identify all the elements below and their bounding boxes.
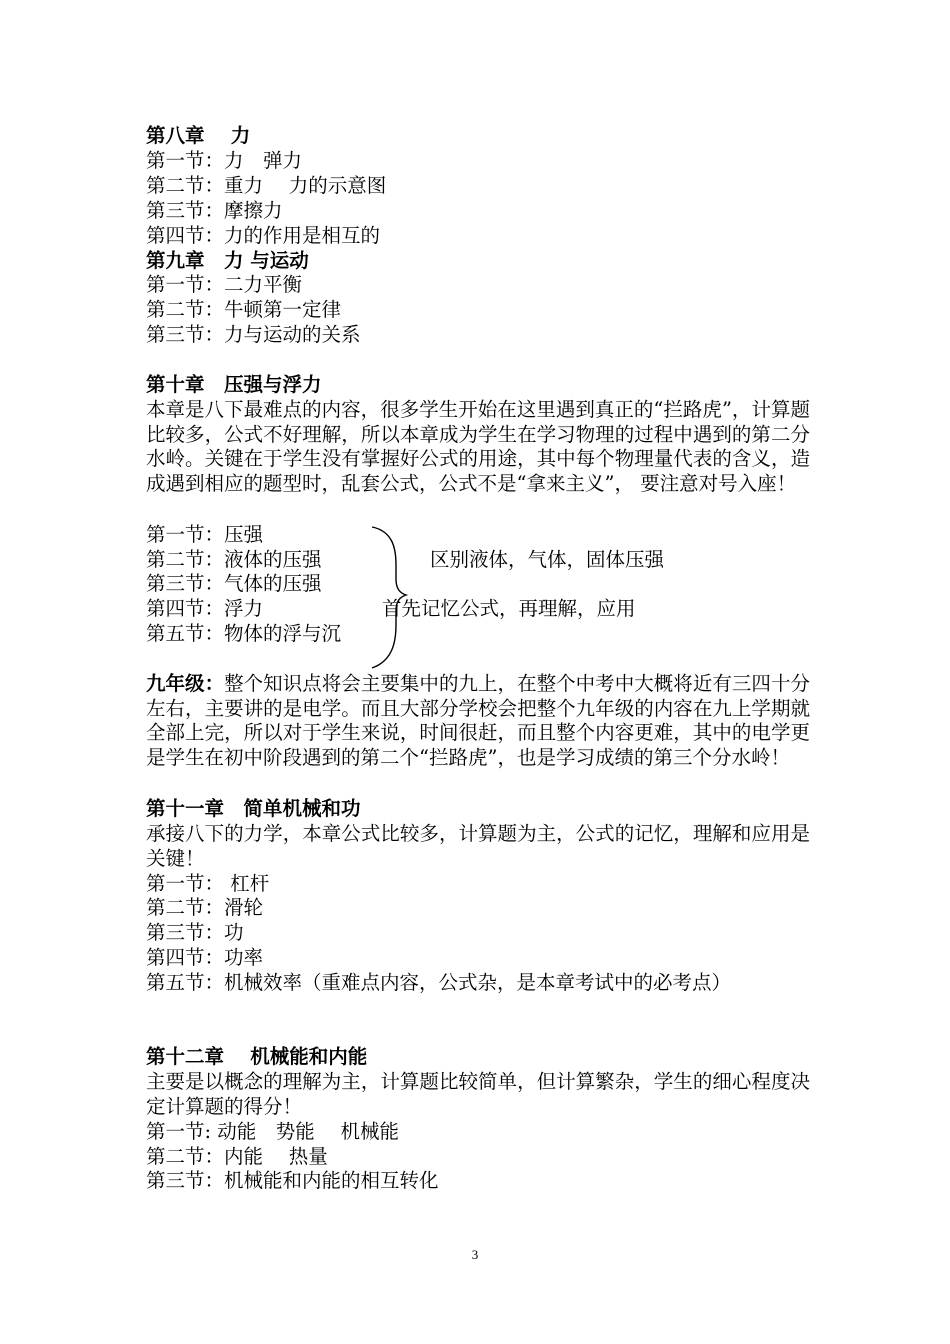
ch11-section-4: 第四节：功率 (146, 946, 264, 969)
page-number: 3 (471, 1247, 479, 1262)
grade9-text: 整个知识点将会主要集中的九上，在整个中考中大概将近有三四十分左右，主要讲的是电学。而且大部分学校会把整个九年级的内容在九上学期就全部上完，所以对于学生来说，时间很赶，而且整个内容更难，其中的电学更是学生在初中阶段遇到的第二个“拦路虎”，也是学习成绩的第三个分水岭！ (146, 672, 810, 769)
chapter-10-title: 第十章 压强与浮力 (146, 373, 322, 396)
chapter-12-title: 第十二章 机械能和内能 (146, 1045, 368, 1068)
grade9-label: 九年级： (146, 672, 225, 695)
ch10-section-1: 第一节：压强 (146, 523, 264, 546)
ch10-section-3: 第三节：气体的压强 (146, 572, 322, 595)
chapter-8-title: 第八章 力 (146, 124, 251, 147)
chapter-9-title: 第九章 力 与运动 (146, 249, 309, 272)
ch10-section-4: 第四节：浮力 (146, 597, 264, 620)
ch10-note-formula: 首先记忆公式，再理解，应用 (382, 597, 636, 620)
ch11-section-5: 第五节：机械效率（重难点内容，公式杂，是本章考试中的必考点） (146, 971, 732, 994)
ch11-section-3: 第三节：功 (146, 921, 244, 944)
ch8-section-3: 第三节：摩擦力 (146, 199, 283, 222)
ch12-section-3: 第三节：机械能和内能的相互转化 (146, 1169, 439, 1192)
ch11-section-2: 第二节：滑轮 (146, 896, 264, 919)
ch9-section-3: 第三节：力与运动的关系 (146, 323, 361, 346)
ch9-section-1: 第一节：二力平衡 (146, 273, 303, 296)
ch8-section-2: 第二节：重力 力的示意图 (146, 174, 387, 197)
ch9-section-2: 第二节：牛顿第一定律 (146, 298, 342, 321)
ch10-note-pressure: 区别液体，气体，固体压强 (430, 548, 665, 571)
grade9-paragraph (146, 672, 810, 770)
ch11-section-1: 第一节： 杠杆 (146, 872, 270, 895)
ch10-section-2: 第二节：液体的压强 (146, 548, 322, 571)
ch12-section-2: 第二节：内能 热量 (146, 1145, 328, 1168)
ch8-section-1: 第一节：力 弹力 (146, 149, 303, 172)
chapter-11-title: 第十一章 简单机械和功 (146, 797, 361, 820)
ch12-section-1: 第一节: 动能 势能 机械能 (146, 1120, 399, 1143)
ch12-intro: 主要是以概念的理解为主，计算题比较简单，但计算繁杂，学生的细心程度决定计算题的得分！ (146, 1070, 810, 1118)
ch10-intro: 本章是八下最难点的内容，很多学生开始在这里遇到真正的“拦路虎”，计算题比较多，公式不好理解，所以本章成为学生在学习物理的过程中遇到的第二分水岭。关键在于学生没有掌握好公式的用途，其中每个物理量代表的含义，造成遇到相应的题型时，乱套公式，公式不是“拿来主义”， 要注意对号入座！ (146, 398, 810, 495)
ch8-section-4: 第四节：力的作用是相互的 (146, 224, 381, 247)
ch10-section-5: 第五节：物体的浮与沉 (146, 622, 342, 645)
ch11-intro: 承接八下的力学，本章公式比较多，计算题为主，公式的记忆，理解和应用是关键！ (146, 822, 810, 870)
